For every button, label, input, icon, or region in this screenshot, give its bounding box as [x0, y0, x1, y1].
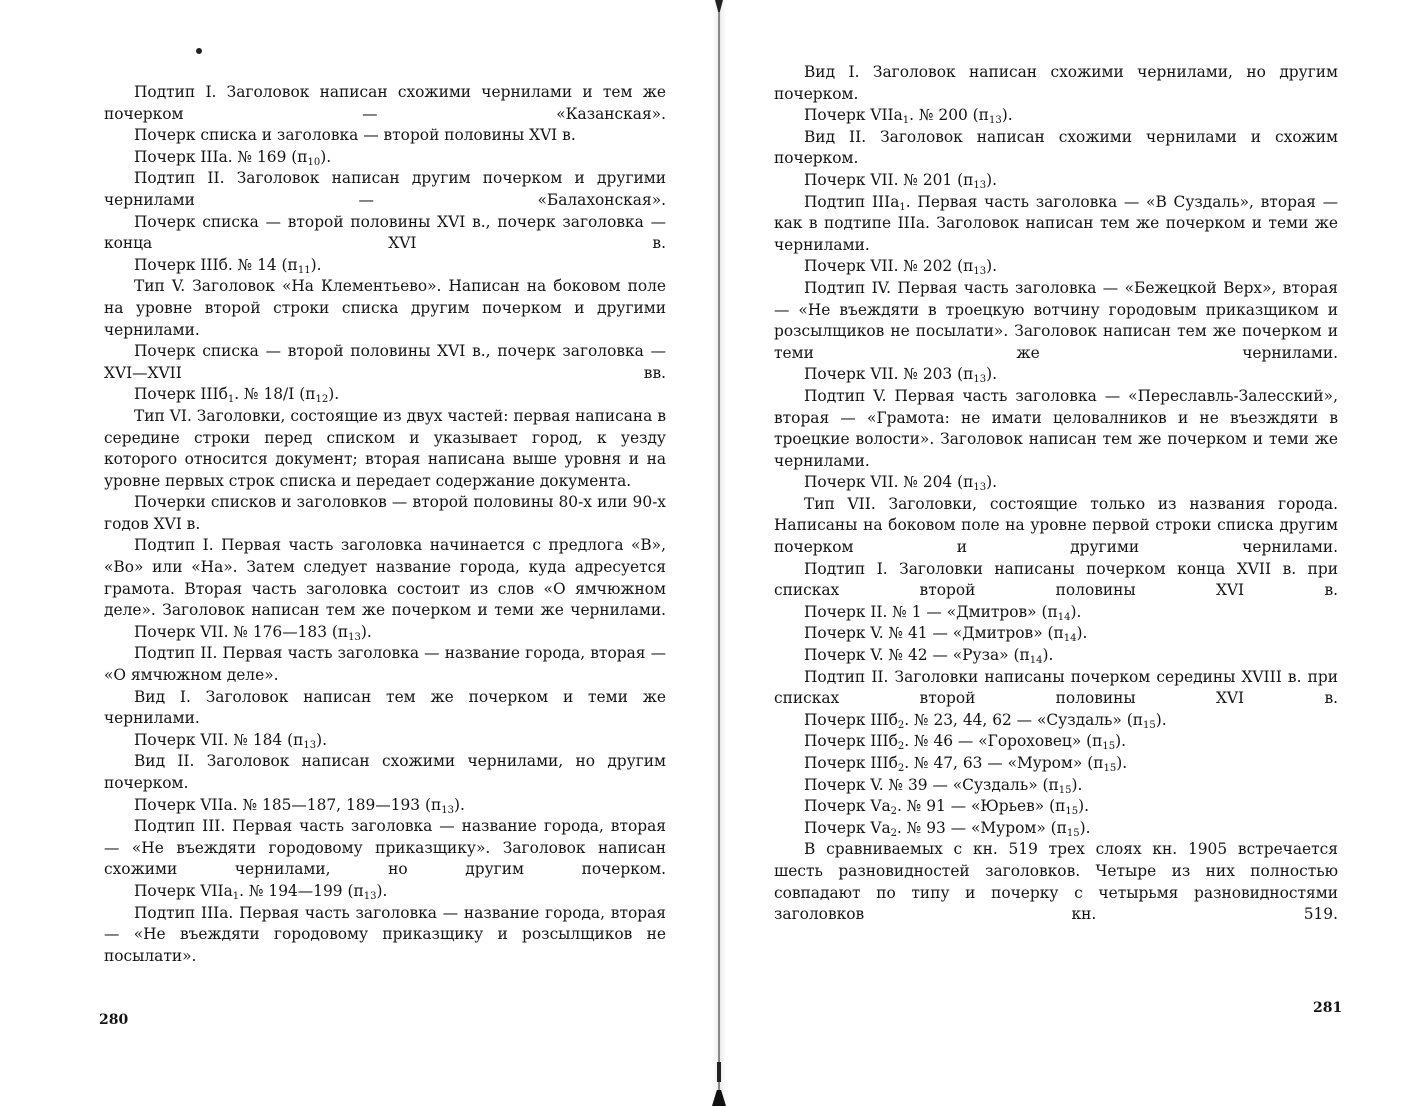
paragraph: Почерк V. № 41 — «Дмитров» $(п_{14})$. — [804, 624, 1088, 645]
paragraph: Подтип II. Заголовок написан другим почерком и другими чернилами — «Балахонская». — [104, 169, 666, 209]
paragraph: Почерк VIIа. № 185—187, 189—193 $(п_{13})$. — [134, 795, 465, 816]
paragraph: Почерк IIIб. № 14 $(п_{11})$. — [134, 255, 322, 276]
paragraph: Подтип I. Первая часть заголовка начинается с предлога «В», «Во» или «На». Затем следует название города, куда адресуется грамота. Вторая часть заголовка состоит из слов «О ямчюжном деле». Заголовок написан тем же почерком и теми же чернилами. — [104, 536, 666, 620]
paragraph: Почерк IIIб$_2$. № 23, 44, 62 — «Суздаль» $(п_{15})$. — [804, 710, 1167, 731]
paragraph: Почерк $Vа_2$. № 93 — «Муром» $(п_{15})$. — [804, 818, 1091, 839]
paragraph: Почерк IIIб$_1$. № 18/I $(п_{12})$. — [134, 385, 340, 406]
paragraph: Почерк VII. № 184 $(п_{13})$. — [134, 730, 328, 751]
paragraph: Подтип IIIа. Первая часть заголовка — название города, вторая — «Не въеждяти городовому приказщику и розсылщиков не посылати». — [104, 903, 666, 965]
paragraph: Почерк IIIб$_2$. № 47, 63 — «Муром» $(п_{15})$. — [804, 754, 1128, 774]
paragraph: Вид II. Заголовок написан схожими чернилами, но другим почерком. — [104, 752, 666, 792]
paragraph: Подтип II. Первая часть заголовка — название города, вторая — «О ямчюжном деле». — [104, 644, 666, 685]
paragraph: Подтип IIIа$_1$. Первая часть заголовка — «В Суздаль», вторая — как в подтипе IIIа. Заголовок написан тем же почерком и теми же чернилами. — [774, 192, 1338, 254]
paragraph: Почерк IIIб$_2$. № 46 — «Гороховец» $(п_{15})$. — [804, 732, 1127, 753]
paragraph: Почерк VII. № 201 $(п_{13})$. — [804, 170, 998, 191]
left-page — [0, 0, 712, 1106]
paragraph: Почерк VII. № 202 $(п_{13})$. — [804, 257, 998, 278]
page-number: 281 — [1313, 1000, 1343, 1016]
paragraph: Подтип V. Первая часть заголовка — «Переславль-Залесский», вторая — «Грамота: не имати целовалников и не въезждяти в троецкие волости». Заголовок написан тем же почерком и теми же чернилами. — [774, 386, 1338, 470]
paragraph: Вид I. Заголовок написан тем же почерком и теми же чернилами. — [104, 687, 666, 728]
paragraph: Тип VII. Заголовки, состоящие только из названия города. Написаны на боковом поле на уровне первой строки списка другим почерком и другими чернилами. — [774, 494, 1338, 557]
paragraph: Подтип II. Заголовки написаны почерком середины XVIII в. при списках второй половины XVI в. — [774, 667, 1338, 708]
paragraph: Почерк списка — второй половины XVI в., почерк заголовка — конца XVI в. — [104, 212, 666, 253]
paragraph: В сравниваемых с кн. 519 трех слоях кн. 1905 встречается шесть разновидностей заголовков. Четыре из них полностью совпадают по типу и почерку с четырьмя разновидностями заголовков кн. 519. — [774, 840, 1338, 924]
paragraph: Почерк II. № 1 — «Дмитров» $(п_{14})$. — [804, 602, 1082, 623]
paragraph: Почерк VIIа$_1$. № 194—199 $(п_{13})$. — [134, 881, 388, 902]
right-page-text — [774, 62, 1338, 926]
gutter-shadow-line — [718, 0, 720, 1106]
right-page — [726, 0, 1427, 1106]
page-number: 280 — [99, 1012, 129, 1028]
paragraph: Почерк IIIа. № 169 $(п_{10})$. — [134, 147, 332, 168]
paragraph: Почерк VII. № 176—183 $(п_{13})$. — [134, 622, 372, 643]
paragraph: Почерк $Vа_2$. № 91 — «Юрьев» $(п_{15})$. — [804, 797, 1089, 818]
paragraph: Тип V. Заголовок «На Клементьево». Написан на боковом поле на уровне второй строки списка другим почерком и другими чернилами. — [104, 277, 666, 339]
paragraph: Почерки списков и заголовков — второй половины 80-х или 90-х годов XVI в. — [104, 493, 666, 533]
paragraph: Почерк VIIа$_1$. № 200 $(п_{13})$. — [804, 106, 1013, 127]
paragraph: Почерк списка и заголовка — второй половины XVI в. — [134, 126, 576, 145]
paragraph: Подтип I. Заголовок написан схожими чернилами и тем же почерком — «Казанская». — [104, 83, 666, 123]
ink-dot — [196, 48, 202, 54]
paragraph: Вид II. Заголовок написан схожими чернилами и схожим почерком. — [774, 127, 1338, 168]
paragraph: Почерк VII. № 203 $(п_{13})$. — [804, 365, 998, 386]
paragraph: Почерк V. № 39 — «Суздаль» $(п_{15})$. — [804, 775, 1083, 796]
left-page-text — [104, 82, 666, 967]
paragraph: Вид I. Заголовок написан схожими чернилами, но другим почерком. — [774, 63, 1338, 103]
paragraph: Подтип I. Заголовки написаны почерком конца XVII в. при списках второй половины XVI в. — [774, 559, 1338, 600]
paragraph: Почерк VII. № 204 $(п_{13})$. — [804, 473, 998, 494]
paragraph: Подтип III. Первая часть заголовка — название города, вторая — «Не въеждяти городовому приказщику». Заголовок написан схожими чернилами, но другим почерком. — [104, 817, 666, 879]
paragraph: Почерк списка — второй половины XVI в., почерк заголовка — XVI—XVII вв. — [104, 342, 666, 382]
paragraph: Подтип IV. Первая часть заголовка — «Бежецкой Верх», вторая — «Не въеждяти в троецкую вотчину городовым приказщиком и розсылщиков не посылати». Заголовок написан тем же почерком и теми же чернилами. — [774, 278, 1338, 362]
paragraph: Почерк V. № 42 — «Руза» $(п_{14})$. — [804, 646, 1054, 667]
binding-mark-middle — [717, 1062, 721, 1082]
paragraph: Тип VI. Заголовки, состоящие из двух частей: первая написана в середине строки перед списком и указывает город, к уезду которого относится документ; вторая написана выше уровня и на уровне первых строк списка и передает содержание документа. — [104, 406, 666, 490]
